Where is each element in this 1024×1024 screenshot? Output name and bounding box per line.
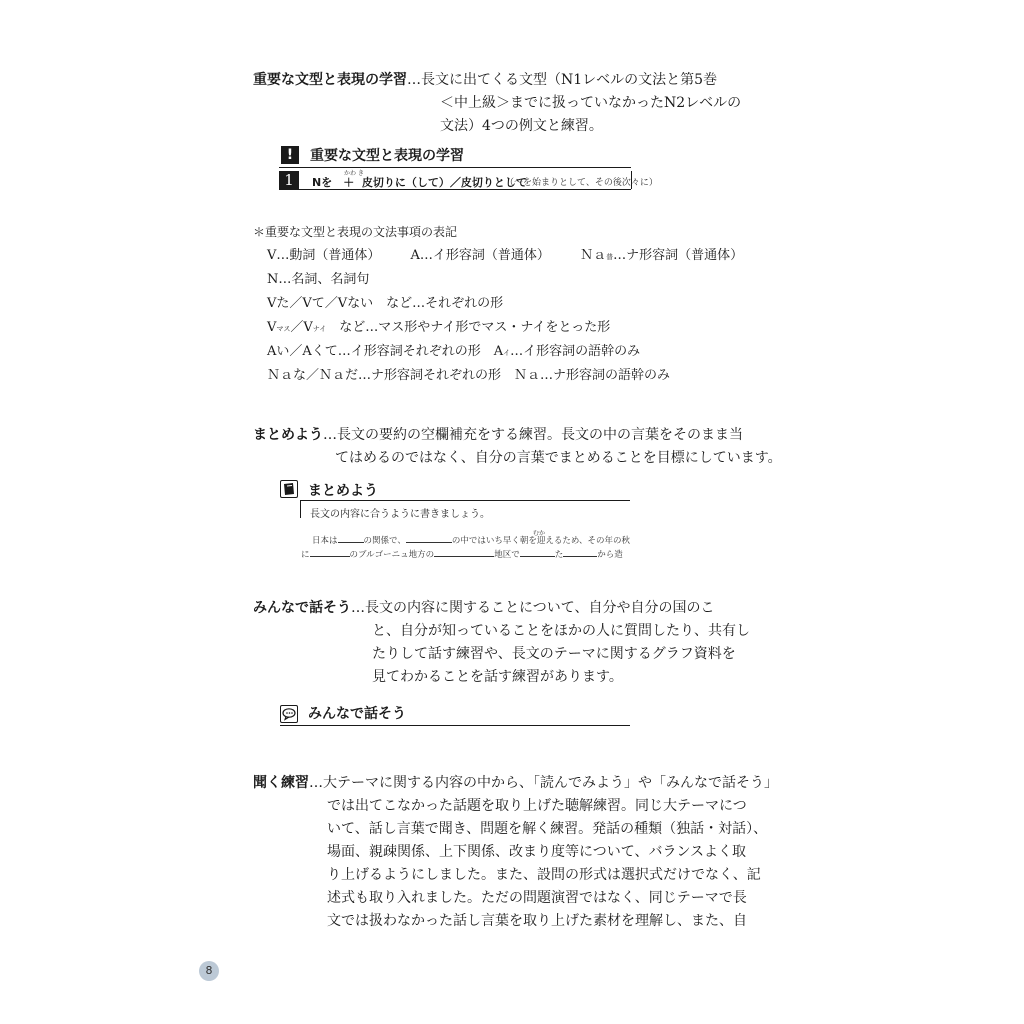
grammar-box-right-rule	[631, 171, 632, 189]
notation-row-2: N…名詞、名詞句	[267, 272, 370, 287]
notation-verb: V…動詞（普通体）	[267, 248, 381, 263]
notation-row-1	[267, 245, 743, 268]
section3-line-4: 見てわかることを話す練習があります。	[372, 669, 623, 685]
section1-line-2: ＜中上級＞までに扱っていなかったN2レベルの	[440, 95, 742, 111]
section2-dots: …	[323, 427, 337, 443]
exclamation-icon: !	[281, 146, 299, 164]
section3-line-2: と、自分が知っていることをほかの人に質問したり、共有し	[372, 623, 750, 639]
exercise-text: 日本は	[312, 536, 338, 546]
grammar-pattern-expression: 皮切りに（して）／皮切りとして	[361, 176, 527, 189]
notation-masu-subscript: マス	[276, 325, 291, 333]
notation-na-subscript: 普	[606, 253, 614, 261]
discussion-box-rule	[280, 725, 630, 726]
blank-field[interactable]	[520, 548, 555, 557]
notation-na-symbol: Ｎａ	[580, 248, 607, 263]
notation-row-5	[267, 341, 640, 364]
section3-dots: …	[351, 600, 365, 616]
notation-nai-subscript: ナイ	[312, 325, 327, 333]
summary-instruction: 長文の内容に合うように書きましょう。	[310, 509, 490, 520]
section1-line-3: 文法）4つの例文と練習。	[440, 118, 603, 134]
notebook-icon	[280, 480, 298, 498]
section1-label: 重要な文型と表現の学習	[253, 72, 407, 88]
summary-exercise-line-2	[301, 548, 623, 560]
notation-i-subscript: イ	[503, 349, 511, 357]
grammar-number-badge: 1	[279, 171, 299, 189]
section4-line-7: 文では扱わなかった話し言葉を取り上げた素材を理解し、また、自	[327, 913, 747, 929]
section2-line-2: てはめるのではなく、自分の言葉でまとめることを目標にしています。	[335, 450, 782, 466]
exercise-text: から造	[597, 550, 623, 560]
grammar-box-title: 重要な文型と表現の学習	[310, 148, 464, 164]
speech-bubble-icon	[280, 705, 298, 723]
section1-line-1: 長文に出てくる文型（N1レベルの文法と第5巻	[421, 72, 718, 88]
section1-heading-line	[253, 69, 717, 91]
notation-v: V	[267, 320, 277, 335]
exercise-text: の中ではいち早く朝を迎えるため、その年の秋	[451, 536, 631, 546]
exercise-text: のブルゴーニュ地方の	[349, 550, 435, 560]
section4-line-6: 述式も取り入れました。ただの問題演習ではなく、同じテーマで長	[327, 890, 747, 906]
section4-line-2: では出てこなかった話題を取り上げた聴解練習。同じ大テーマにつ	[327, 798, 747, 814]
discussion-box-title: みんなで話そう	[308, 706, 406, 722]
blank-field[interactable]	[338, 534, 364, 543]
notation-a-forms: Aい／Aくて…イ形容詞それぞれの形 A	[267, 344, 504, 359]
exercise-text: の関係で、	[363, 536, 406, 546]
summary-box-title: まとめよう	[308, 483, 378, 499]
notation-v-sep: ／V	[290, 320, 313, 335]
notation-row-3: Vた／Vて／Vない など…それぞれの形	[267, 296, 504, 311]
notation-title: ＊重要な文型と表現の文法事項の表記	[253, 225, 458, 239]
blank-field[interactable]	[310, 548, 350, 557]
exercise-text: 地区で	[494, 550, 520, 560]
section3-heading-line	[253, 597, 714, 619]
exercise-text: た	[554, 550, 564, 560]
grammar-note: （～を始まりとして、その後次々に）	[505, 178, 658, 188]
grammar-pattern-noun: Nを ＋	[312, 176, 355, 189]
section4-line-4: 場面、親疎関係、上下関係、改まり度等について、バランスよく取	[327, 844, 747, 860]
grammar-box-top-rule	[279, 167, 631, 168]
summary-exercise-line-1	[312, 534, 630, 546]
section4-line-1: 大テーマに関する内容の中から、「読んでみよう」や「みんなで話そう」	[323, 775, 778, 791]
grammar-box-bottom-rule	[279, 189, 631, 190]
grammar-ruby: かわ き	[344, 170, 364, 177]
notation-i-adjective: A…イ形容詞（普通体）	[410, 248, 550, 263]
section4-line-3: いて、話し言葉で聞き、問題を解く練習。発話の種類（独話・対話）、	[327, 821, 768, 837]
section1-dots: …	[407, 72, 421, 88]
blank-field[interactable]	[434, 548, 494, 557]
summary-box-left-rule	[300, 500, 301, 518]
section4-dots: …	[309, 775, 323, 791]
page-number: 8	[199, 961, 219, 981]
grammar-pattern	[312, 174, 527, 190]
notation-row5-desc: …イ形容詞の語幹のみ	[510, 344, 641, 359]
section3-label: みんなで話そう	[253, 600, 351, 616]
notation-na-adjective	[580, 248, 743, 263]
notation-row-6: Ｎａな／Ｎａだ…ナ形容詞それぞれの形 Ｎａ…ナ形容詞の語幹のみ	[267, 368, 671, 383]
section4-line-5: り上げるようにしました。また、設問の形式は選択式だけでなく、記	[327, 867, 761, 883]
section4-heading-line	[253, 772, 778, 794]
exercise-text: に	[301, 550, 310, 560]
notation-row4-desc: など…マス形やナイ形でマス・ナイをとった形	[326, 320, 611, 335]
section2-line-1: 長文の要約の空欄補充をする練習。長文の中の言葉をそのまま当	[337, 427, 743, 443]
blank-field[interactable]	[406, 534, 452, 543]
section2-heading-line	[253, 424, 743, 446]
section3-line-1: 長文の内容に関することについて、自分や自分の国のこ	[365, 600, 715, 616]
summary-ruby: むか	[533, 530, 546, 537]
notation-row-4	[267, 317, 610, 340]
section3-line-3: たりして話す練習や、長文のテーマに関するグラフ資料を	[372, 646, 736, 662]
section2-label: まとめよう	[253, 427, 323, 443]
section4-label: 聞く練習	[253, 775, 309, 791]
blank-field[interactable]	[563, 548, 597, 557]
notation-na-desc: …ナ形容詞（普通体）	[613, 248, 744, 263]
summary-box-rule	[300, 500, 630, 501]
